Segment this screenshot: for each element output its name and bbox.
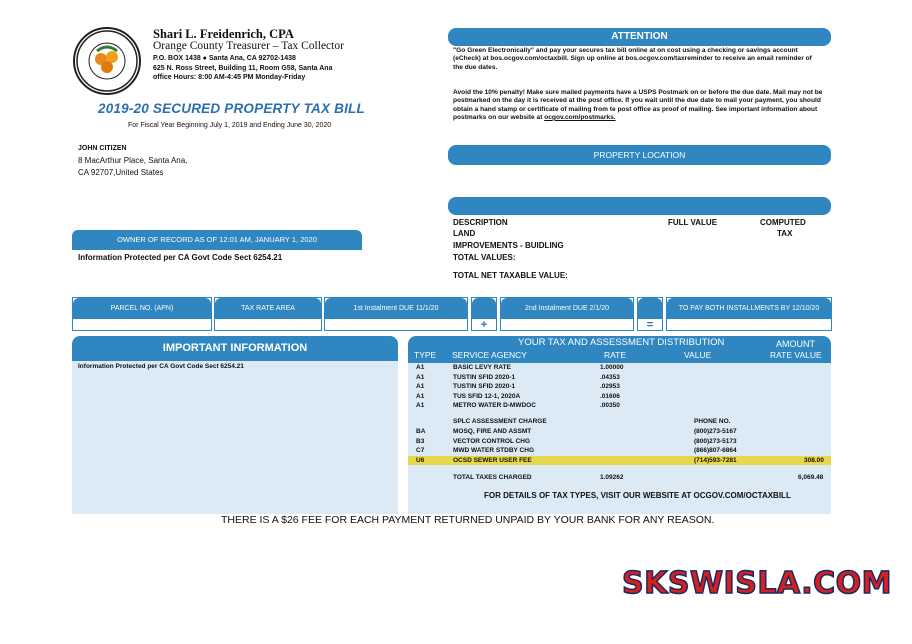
row-phone: (800)273-5173 xyxy=(694,437,737,445)
table-row-highlighted xyxy=(408,456,831,465)
row-rate: .02953 xyxy=(600,383,620,390)
fiscal-year: For Fiscal Year Beginning July 1, 2019 and Ending June 30, 2020 xyxy=(128,122,332,129)
row-agency: OCSD SEWER USER FEE xyxy=(453,456,532,464)
row-agency: TUSTIN SFID 2020-1 xyxy=(453,373,516,381)
table-row xyxy=(408,373,831,382)
returned-payment-fee-notice: THERE IS A $26 FEE FOR EACH PAYMENT RETURNED UNPAID BY YOUR BANK FOR ANY REASON. xyxy=(221,514,715,526)
attention-paragraph-1: "Go Green Electronically" and pay your secures tax bill online at on cost using a checking or savings account (eCheck) at bos.ocgov.com/octaxbill. Sign up online at bos.ocgov.com/taxreminder to receive an email reminder of the due dates. xyxy=(453,47,812,71)
row-agency: TUS SFID 12-1, 2020A xyxy=(453,392,521,400)
parcel-field xyxy=(72,297,212,331)
col-rate: RATE xyxy=(604,350,627,360)
addressee-line1: 8 MacArthur Place, Santa Ana, xyxy=(78,156,188,165)
postmarks-link[interactable]: ocgov.com/postmarks. xyxy=(544,113,616,121)
county-seal xyxy=(73,27,141,95)
distribution-heading: YOUR TAX AND ASSESSMENT DISTRIBUTION xyxy=(518,337,725,348)
plus-sign: + xyxy=(480,319,488,331)
total-rate: 1.09262 xyxy=(600,474,624,481)
phone-heading: PHONE NO. xyxy=(694,418,731,425)
owner-heading: OWNER OF RECORD AS OF 12:01 AM, JANUARY 1, 2020 xyxy=(72,230,362,250)
net-taxable-label: TOTAL NET TAXABLE VALUE: xyxy=(453,271,568,280)
row-type: U6 xyxy=(416,456,425,464)
payment-bar xyxy=(72,297,832,332)
row-amount: 308.00 xyxy=(804,456,824,464)
row-type: A1 xyxy=(416,373,425,381)
row-phone: (800)273-5167 xyxy=(694,428,737,435)
attention-heading: ATTENTION xyxy=(448,28,831,46)
property-location-heading: PROPERTY LOCATION xyxy=(448,145,831,165)
table-row xyxy=(408,446,831,455)
equals-bar xyxy=(638,298,662,319)
total-amount: 6,069.48 xyxy=(798,474,824,481)
col-type: TYPE xyxy=(414,350,437,360)
total-values-label: TOTAL VALUES: xyxy=(453,253,516,262)
watermark-logo: SKSWISLA.COM xyxy=(622,566,892,601)
row-rate: .04353 xyxy=(600,373,620,381)
attention-paragraph-2-text: Avoid the 10% penalty! Make sure mailed payments have a USPS Postmark on or before the due date. Mail may not be postmarked on the day it is received at the post office. If you wait until the due date to mail your payment, you should obtain a hand stamp or certificate of mailing from te post office as proof of mailing. See important information about postmarks on our website at xyxy=(453,89,823,121)
col-rate-value: RATE VALUE xyxy=(770,350,822,360)
row-agency: BASIC LEVY RATE xyxy=(453,364,511,371)
important-panel xyxy=(72,361,398,514)
table-row xyxy=(408,392,831,401)
table-row xyxy=(408,363,831,372)
row-agency: TUSTIN SFID 2020-1 xyxy=(453,383,516,390)
land-label: LAND xyxy=(453,229,476,238)
full-value-label: FULL VALUE xyxy=(668,218,718,227)
office-hours: office Hours: 8:00 AM-4:45 PM Monday-Friday xyxy=(153,74,306,81)
distribution-header xyxy=(408,336,831,363)
addressee-name: JOHN CITIZEN xyxy=(78,145,127,152)
total-row xyxy=(408,473,831,482)
row-agency: VECTOR CONTROL CHG xyxy=(453,437,531,445)
description-label: DESCRIPTION xyxy=(453,218,508,227)
row-rate: 1.00000 xyxy=(600,364,624,371)
row-type: B3 xyxy=(416,437,425,445)
office-address: 625 N. Ross Street, Building 11, Room G58, Santa Ana xyxy=(153,65,333,72)
col-agency: SERVICE AGENCY xyxy=(452,350,527,360)
attention-paragraph-2 xyxy=(453,89,825,122)
second-installment-field xyxy=(500,297,634,331)
treasurer-title: Orange County Treasurer – Tax Collector xyxy=(153,40,344,52)
amount-heading: AMOUNT xyxy=(776,339,815,349)
row-type: A1 xyxy=(416,364,425,371)
distribution-panel xyxy=(408,363,831,514)
table-row xyxy=(408,382,831,391)
parcel-label: PARCEL NO. (APN) xyxy=(73,298,211,319)
tax-label: TAX xyxy=(777,229,793,238)
po-box: P.O. BOX 1438 ● Santa Ana, CA 92702-1438 xyxy=(153,55,296,62)
table-row xyxy=(408,427,831,436)
row-phone: (714)593-7281 xyxy=(694,456,737,464)
row-phone: (866)807-6864 xyxy=(694,447,737,454)
row-type: A1 xyxy=(416,383,425,390)
total-label: TOTAL TAXES CHARGED xyxy=(453,474,532,481)
row-type: BA xyxy=(416,428,426,435)
first-installment-label: 1st Instalment DUE 11/1/20 xyxy=(325,298,467,319)
splc-header-row xyxy=(408,417,831,426)
row-type: C7 xyxy=(416,447,425,454)
row-rate: .00350 xyxy=(600,402,620,409)
row-agency: MWD WATER STDBY CHG xyxy=(453,447,535,454)
splc-heading: SPLC ASSESSMENT CHARGE xyxy=(453,418,547,425)
important-heading: IMPORTANT INFORMATION xyxy=(72,336,398,361)
col-value: VALUE xyxy=(684,350,712,360)
important-info: Information Protected per CA Govt Code Sect 6254.21 xyxy=(78,363,244,370)
rate-area-field xyxy=(214,297,322,331)
computed-label: COMPUTED xyxy=(760,218,806,227)
improvements-label: IMPROVEMENTS - BUIDLING xyxy=(453,241,564,250)
row-rate: .01606 xyxy=(600,392,620,400)
first-installment-field xyxy=(324,297,468,331)
seal-graphic xyxy=(75,29,139,93)
pay-both-label: TO PAY BOTH INSTALLMENTS BY 12/10/20 xyxy=(667,298,831,319)
equals-field xyxy=(637,297,663,331)
addressee-line2: CA 92707,United States xyxy=(78,168,164,177)
table-row xyxy=(408,401,831,410)
plus-bar xyxy=(472,298,496,319)
bill-title: 2019-20 SECURED PROPERTY TAX BILL xyxy=(98,101,365,116)
row-type: A1 xyxy=(416,392,425,400)
row-type: A1 xyxy=(416,402,425,409)
row-agency: METRO WATER D-MWDOC xyxy=(453,402,536,409)
plus-field xyxy=(471,297,497,331)
distribution-footer: FOR DETAILS OF TAX TYPES, VISIT OUR WEBSITE AT OCGOV.COM/OCTAXBILL xyxy=(484,491,791,500)
pay-both-field xyxy=(666,297,832,331)
equals-sign: = xyxy=(646,319,654,331)
owner-info: Information Protected per CA Govt Code Sect 6254.21 xyxy=(78,253,283,262)
row-agency: MOSQ, FIRE AND ASSMT xyxy=(453,428,532,435)
values-band xyxy=(448,197,831,215)
rate-area-label: TAX RATE AREA xyxy=(215,298,321,319)
treasurer-name: Shari L. Freidenrich, CPA xyxy=(153,27,294,41)
second-installment-label: 2nd Instalment DUE 2/1/20 xyxy=(501,298,633,319)
table-row xyxy=(408,437,831,446)
